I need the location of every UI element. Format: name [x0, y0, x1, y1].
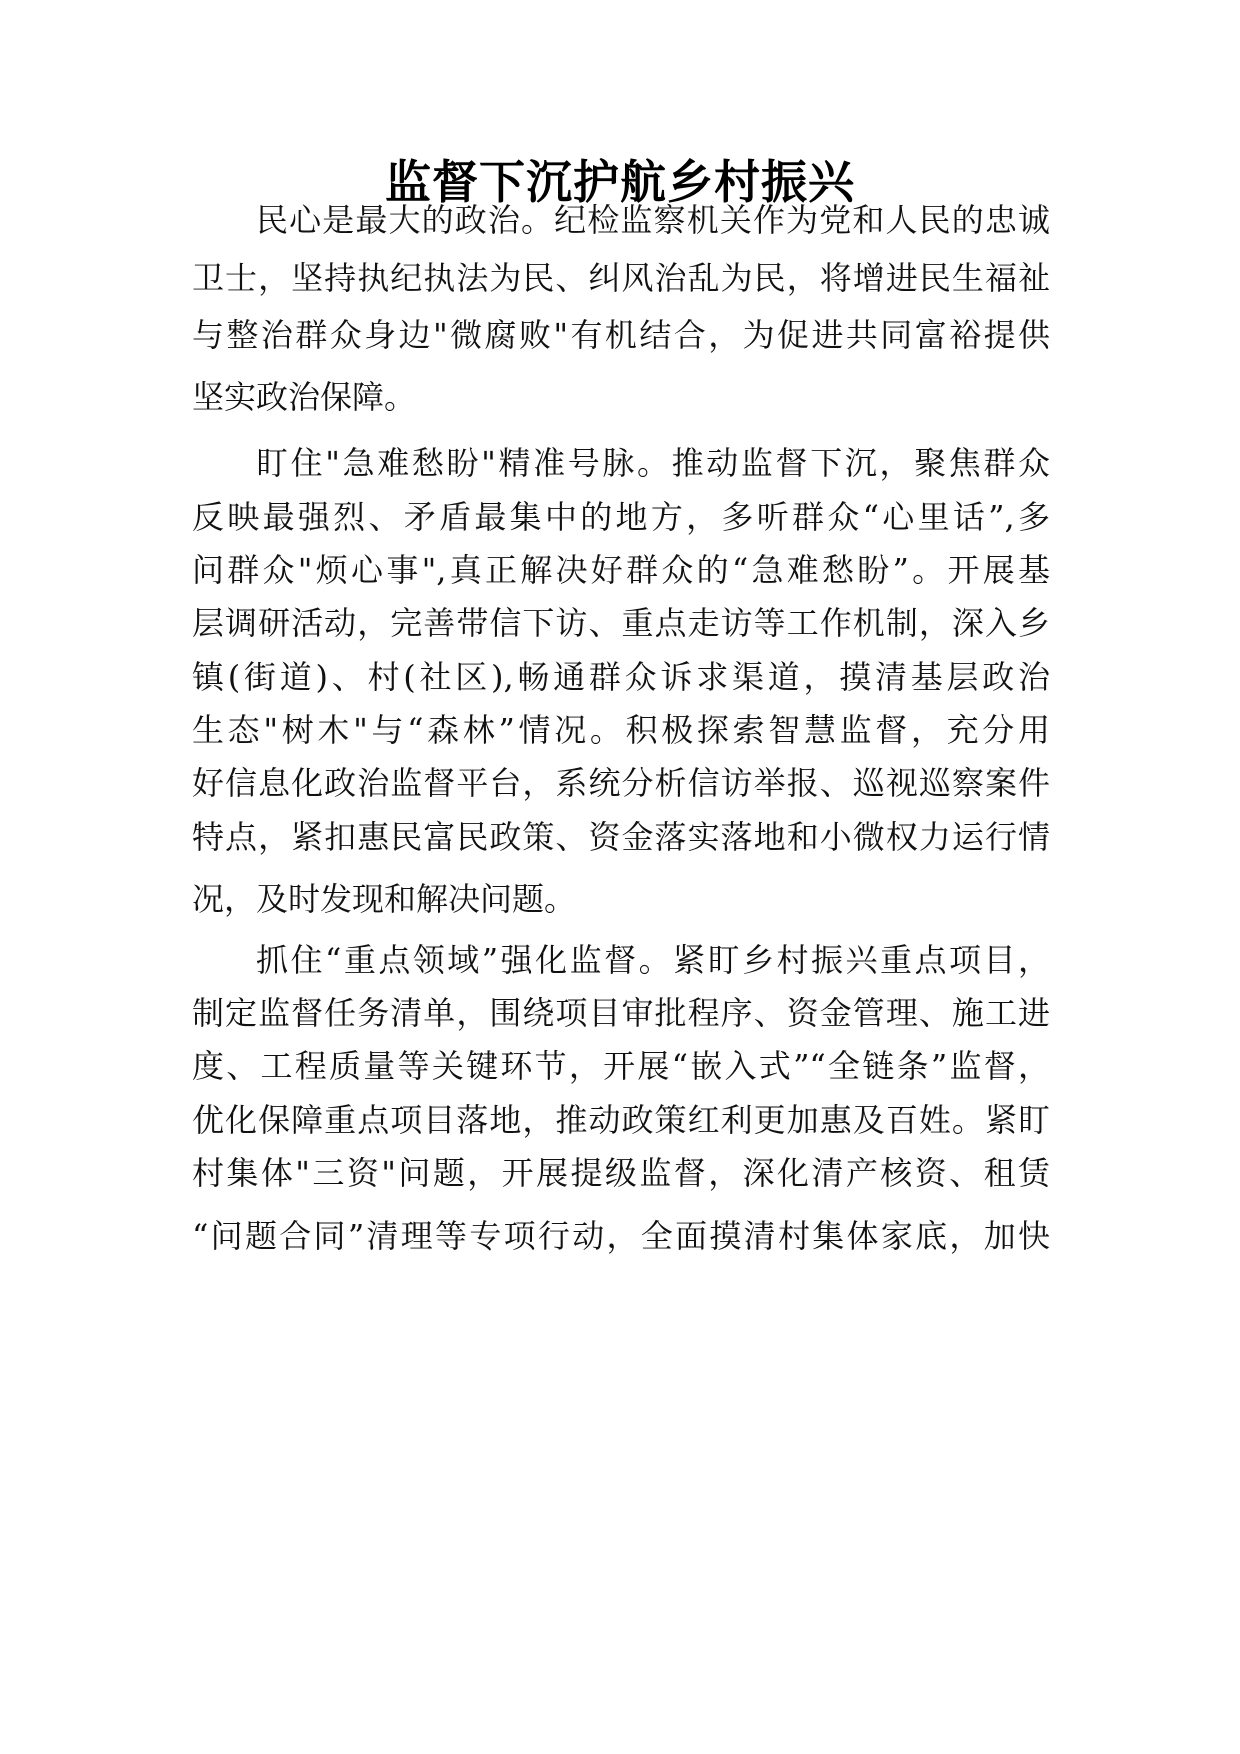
- paragraph-2-line-4: 层调研活动，完善带信下访、重点走访等工作机制，深入乡: [192, 604, 1050, 642]
- paragraph-2-line-3: 问群众"烦心事",真正解决好群众的“急难愁盼”。开展基: [192, 551, 1050, 589]
- document-title: 监督下沉护航乡村振兴: [385, 155, 855, 209]
- paragraph-3-line-5: 村集体"三资"问题，开展提级监督，深化清产核资、租赁: [192, 1154, 1050, 1192]
- paragraph-3-line-4: 优化保障重点项目落地，推动政策红利更加惠及百姓。紧盯: [192, 1101, 1050, 1139]
- paragraph-2-line-5: 镇(街道)、村(社区),畅通群众诉求渠道，摸清基层政治: [192, 658, 1050, 696]
- paragraph-3-line-3: 度、工程质量等关键环节，开展“嵌入式”“全链条”监督，: [192, 1047, 1050, 1085]
- paragraph-1-line-4: 坚实政治保障。: [192, 378, 417, 416]
- paragraph-1-line-1: 民心是最大的政治。纪检监察机关作为党和人民的忠诚: [256, 201, 1050, 239]
- paragraph-1-line-3: 与整治群众身边"微腐败"有机结合，为促进共同富裕提供: [192, 316, 1050, 354]
- paragraph-3-line-2: 制定监督任务清单，围绕项目审批程序、资金管理、施工进: [192, 994, 1050, 1032]
- paragraph-2-line-1: 盯住"急难愁盼"精准号脉。推动监督下沉，聚焦群众: [256, 444, 1050, 482]
- paragraph-1-line-2: 卫士，坚持执纪执法为民、纠风治乱为民，将增进民生福祉: [192, 259, 1050, 297]
- paragraph-3-line-6: “问题合同”清理等专项行动，全面摸清村集体家底，加快: [192, 1217, 1050, 1255]
- paragraph-2-line-9: 况，及时发现和解决问题。: [192, 880, 577, 918]
- paragraph-2-line-6: 生态"树木"与“森林”情况。积极探索智慧监督，充分用: [192, 711, 1050, 749]
- paragraph-3-line-1: 抓住“重点领域”强化监督。紧盯乡村振兴重点项目，: [256, 941, 1050, 979]
- paragraph-2-line-7: 好信息化政治监督平台，系统分析信访举报、巡视巡察案件: [192, 764, 1050, 802]
- paragraph-2-line-2: 反映最强烈、矛盾最集中的地方，多听群众“心里话”,多: [192, 498, 1050, 536]
- paragraph-2-line-8: 特点，紧扣惠民富民政策、资金落实落地和小微权力运行情: [192, 818, 1050, 856]
